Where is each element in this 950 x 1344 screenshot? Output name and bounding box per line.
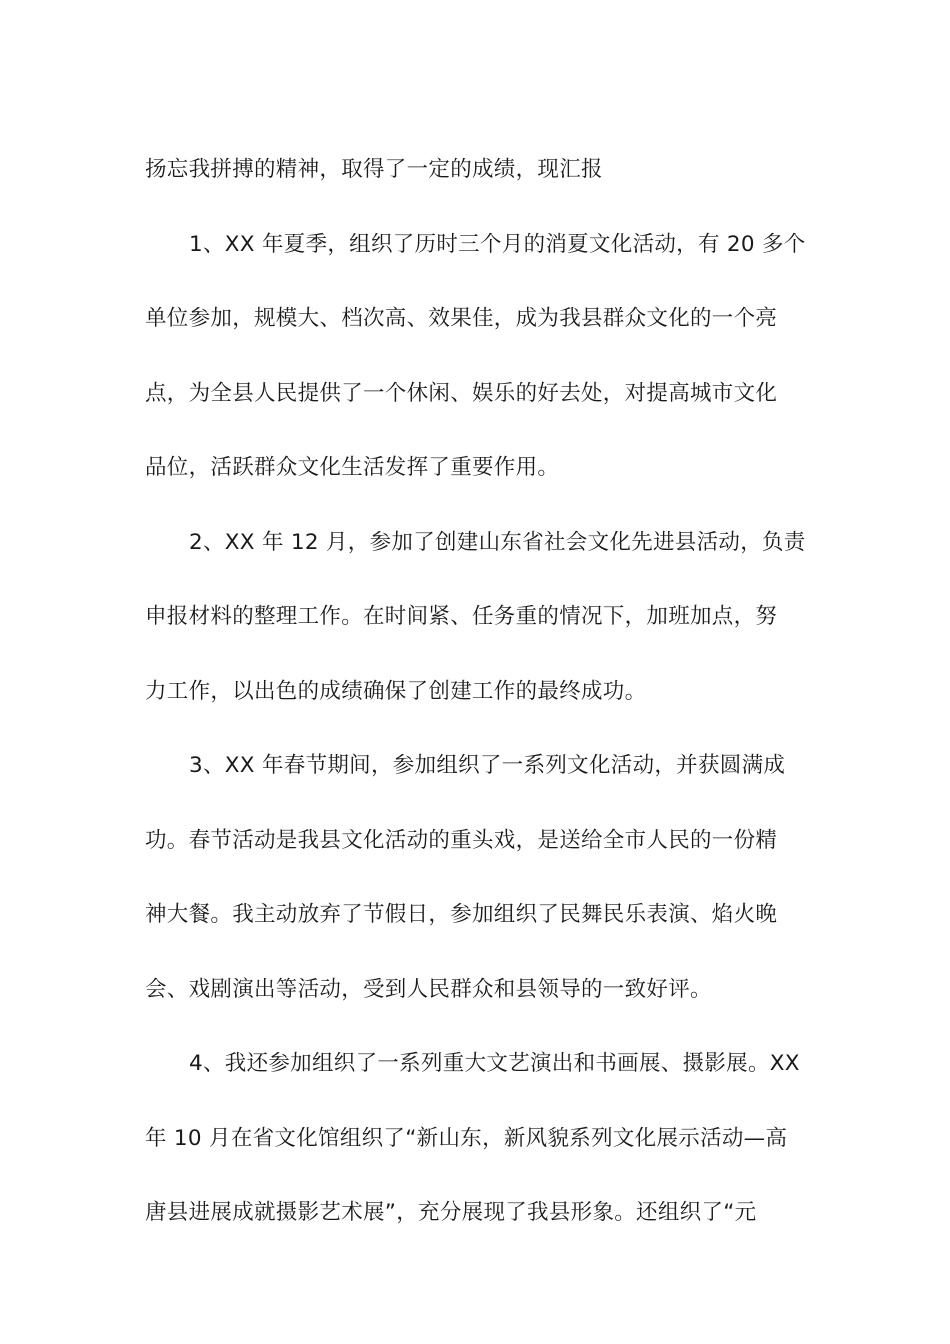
paragraph-2-line-1: 2、XX 年 12 月，参加了创建山东省社会文化先进县活动，负责 xyxy=(189,529,806,555)
text-line: 扬忘我拼搏的精神，取得了一定的成绩，现汇报 xyxy=(145,157,603,182)
document-body xyxy=(145,133,807,1251)
text-line: 会、戏剧演出等活动，受到人民群众和县领导的一致好评。 xyxy=(145,976,712,1002)
paragraph-1-line-1: 1、XX 年夏季，组织了历时三个月的消夏文化活动，有 20 多个 xyxy=(189,231,806,257)
text-line: 点，为全县人民提供了一个休闲、娱乐的好去处，对提高城市文化 xyxy=(145,380,778,406)
text-line: 年 10 月在省文化馆组织了“新山东，新风貌系列文化展示活动—高 xyxy=(145,1125,788,1151)
text-line: 功。春节活动是我县文化活动的重头戏，是送给全市人民的一份精 xyxy=(145,827,778,853)
paragraph-3-line-1: 3、XX 年春节期间，参加组织了一系列文化活动，并获圆满成 xyxy=(189,753,786,778)
paragraph-4-line-1: 4、我还参加组织了一系列重大文艺演出和书画展、摄影展。XX xyxy=(189,1051,800,1076)
text-line: 品位，活跃群众文化生活发挥了重要作用。 xyxy=(145,455,560,480)
text-line: 神大餐。我主动放弃了节假日，参加组织了民舞民乐表演、焰火晚 xyxy=(145,902,778,927)
text-line: 唐县进展成就摄影艺术展”，充分展现了我县形象。还组织了“元 xyxy=(145,1200,757,1225)
text-line: 申报材料的整理工作。在时间紧、任务重的情况下，加班加点，努 xyxy=(145,604,778,629)
text-line: 力工作，以出色的成绩确保了创建工作的最终成功。 xyxy=(145,678,647,704)
text-line: 单位参加，规模大、档次高、效果佳，成为我县群众文化的一个亮 xyxy=(145,306,778,331)
